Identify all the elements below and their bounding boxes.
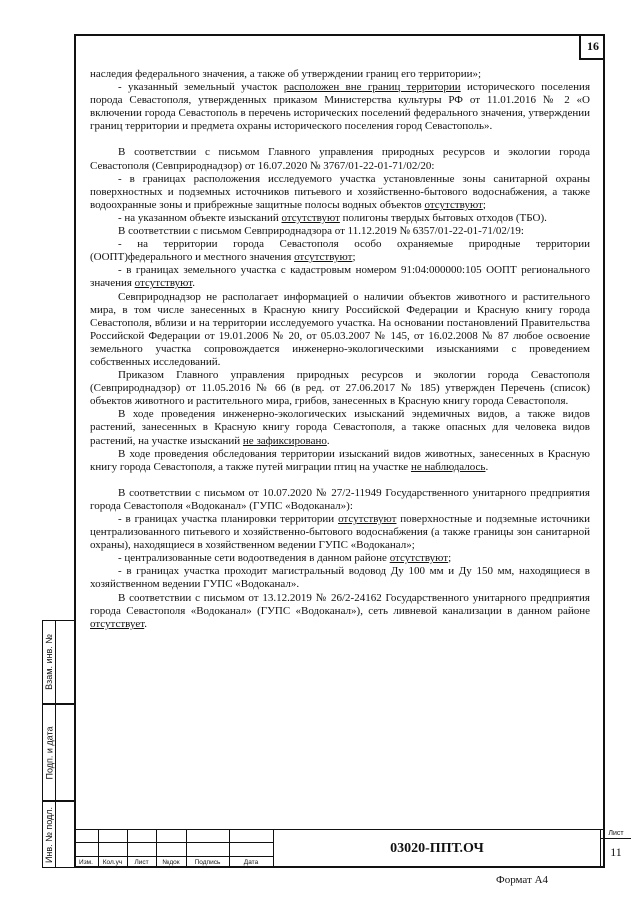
paragraph: - в границах расположения исследуемого участка установленные зоны санитарной охраны поверхностных и подземных источников питьевого и хозяйственно-бытового водоснабжения, а также водоохранные зоны и прибрежные защитные полосы водных объектов отсутствуют; <box>90 172 590 211</box>
paragraph: В ходе проведения обследования территории изысканий видов животных, занесенных в Красную книгу города Севастополя, а также путей миграции птиц на участке не наблюдалось. <box>90 447 590 473</box>
side-label-inv: Взам. инв. № <box>44 634 55 690</box>
paragraph: В соответствии с письмом Севприроднадзора от 11.12.2019 № 6357/01-22-01-71/02/19: <box>118 225 524 238</box>
paragraph: В соответствии с письмом от 13.12.2019 № 26/2-24162 Государственного унитарного предприятия города Севастополя «Водоканал» (ГУПС «Водоканал»), сеть ливневой канализации в данном районе отсутствует. <box>90 591 590 630</box>
col-list: Лист <box>134 859 149 866</box>
paragraph: наследия федерального значения, а также об утверждении границ его территории»; <box>90 68 482 80</box>
side-label-sign: Подп. и дата <box>44 725 55 780</box>
side-label-inv-orig: Инв. № подл. <box>44 806 54 863</box>
paragraph: - в границах участка планировки территории отсутствуют поверхностные и подземные источники централизованного питьевого и хозяйственно-бытового водоснабжения (а также границы зон санитарной охраны), находящиеся в хозяйственном ведении ГУПС «Водоканал»; <box>90 513 590 552</box>
side-stamp-inv-original <box>42 801 75 868</box>
document-body <box>90 68 590 631</box>
format-label: Формат А4 <box>496 874 549 886</box>
paragraph: Севприроднадзор не располагает информацией о наличии объектов животного и растительного мира, в том числе занесенных в Красную книгу Российской Федерации и Красную книгу города Севастополя, вблизи и на территории исследуемого участка. На основании постановлений Правительства Российской Федерации от 19.01.2006 № 20, от 05.03.2007 № 145, от 16.02.2008 № 87 любое освоение земельного участка сопровождается инженерно-экологическими изысканиями с проведением собственных исследований. <box>90 290 590 368</box>
paragraph: В соответствии с письмом от 10.07.2020 № 27/2-11949 Государственного унитарного предприятия города Севастополя «Водоканал» (ГУПС «Водоканал»): <box>90 486 590 512</box>
paragraph: - в границах участка проходит магистральный водовод Ду 100 мм и Ду 150 мм, находящиеся в хозяйственном ведении ГУПС «Водоканал». <box>90 565 590 591</box>
paragraph: - указанный земельный участок расположен вне границ территории исторического поселения порода Севастополя, утвержденных приказом Министерства культуры РФ от 11.01.2016 № 2 «О включении города Севастополь в перечень исторических поселений федерального значения, утверждении границ территории и предмета охраны исторического поселения город Севастополь». <box>90 81 590 133</box>
paragraph: Приказом Главного управления природных ресурсов и экологии города Севастополя (Севприроднадзор) от 11.05.2016 № 66 (в ред. от 27.06.2017 № 185) утвержден Перечень (список) объектов животного и растительного мира, грибов, занесенных в Красную книгу города Севастополя. <box>90 369 590 408</box>
revision-grid <box>74 829 274 868</box>
col-podpis: Подпись <box>194 859 221 866</box>
paragraph: - на территории города Севастополя особо охраняемые природные территории (ООПТ)федерального и местного значения отсутствуют; <box>90 238 590 264</box>
paragraph: В соответствии с письмом Главного управления природных ресурсов и экологии города Севастополя (Севприроднадзор) от 16.07.2020 № 3767/01-22-01-71/02/20: <box>90 146 590 172</box>
side-stamp-inv-replacement <box>42 620 75 704</box>
side-stamp-signature <box>42 704 75 801</box>
sheet-label: Лист <box>601 830 631 839</box>
paragraph: - на указанном объекте изысканий отсутствуют полигоны твердых бытовых отходов (ТБО). <box>118 211 547 224</box>
sheet-number: 11 <box>610 845 622 859</box>
col-data: Дата <box>243 859 259 866</box>
document-code: 03020-ППТ.ОЧ <box>390 840 484 856</box>
col-ndok: №док <box>162 859 180 866</box>
col-izm: Изм. <box>79 859 93 866</box>
title-block <box>74 829 624 868</box>
paragraph: В ходе проведения инженерно-экологических изысканий эндемичных видов, а также видов растений, занесенных в Красную книгу города Севастополя, а также опасных для человека видов растений, на участке изысканий не зафиксировано. <box>90 408 590 447</box>
sheet-box <box>600 829 631 868</box>
paragraph: - в границах земельного участка с кадастровым номером 91:04:000000:105 ООПТ регионального значения отсутствуют. <box>90 264 590 290</box>
page-number: 16 <box>579 34 605 60</box>
col-koluch: Кол.уч <box>102 859 123 866</box>
paragraph: - централизованные сети водоотведения в данном районе отсутствуют; <box>118 552 452 565</box>
